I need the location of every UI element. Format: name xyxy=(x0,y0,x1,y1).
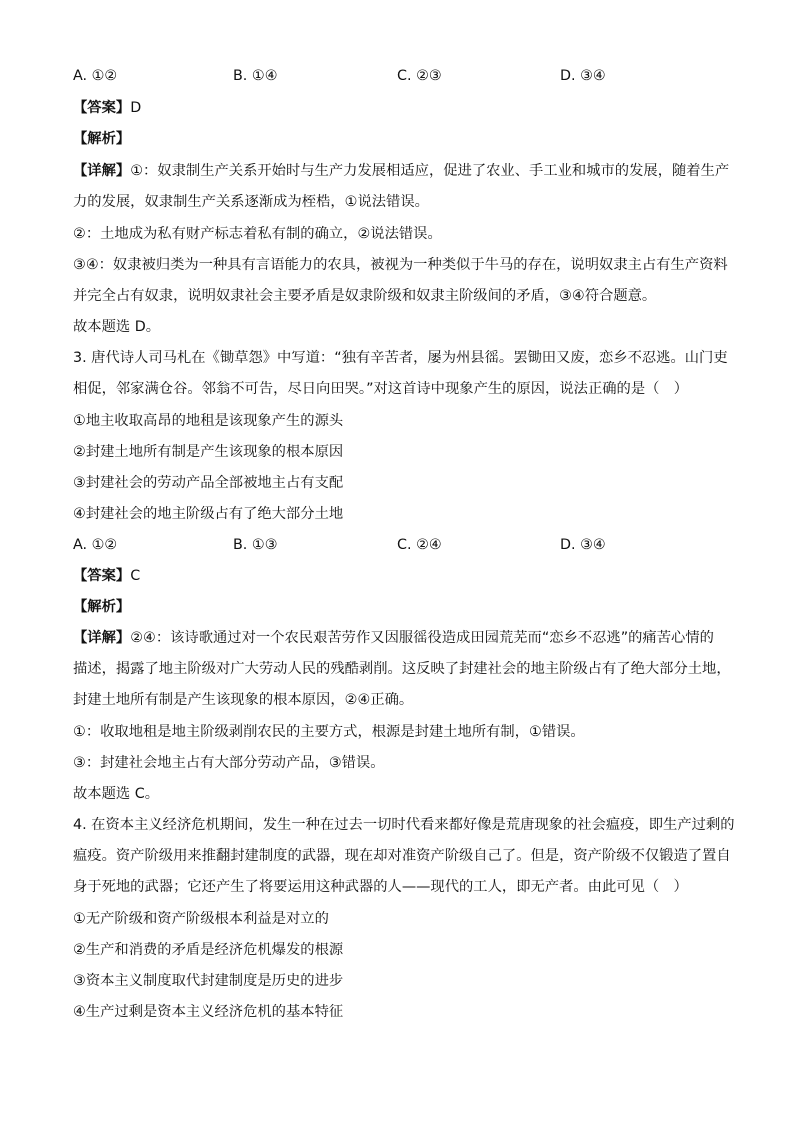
q4-statement-4: ④生产过剩是资本主义经济危机的基本特征 xyxy=(73,1004,344,1020)
q4-statement-1: ①无产阶级和资产阶级根本利益是对立的 xyxy=(73,911,329,927)
q3-statement-4: ④封建社会的地主阶级占有了绝大部分土地 xyxy=(73,506,344,522)
q3-detail-line-3: 封建土地所有制是产生该现象的根本原因，②④正确。 xyxy=(73,692,414,708)
q2-option-a: A. ①② xyxy=(73,68,118,84)
detail-label: 【详解】 xyxy=(73,163,131,179)
q2-conclusion: 故本题选 D。 xyxy=(73,319,161,335)
q2-answer xyxy=(73,98,141,118)
q3-statement-1: ①地主收取高昂的地租是该现象产生的源头 xyxy=(73,413,344,429)
q3-options xyxy=(73,535,733,555)
q2-detail-line-4: ③④：奴隶被归类为一种具有言语能力的农具，被视为一种类似于牛马的存在，说明奴隶主占有生产资料 xyxy=(73,257,728,273)
q3-option-b: B. ①③ xyxy=(233,537,278,553)
detail-text: ②④：该诗歌通过对一个农民艰苦劳作又因服徭役造成田园荒芜而“恋乡不忍逃”的痛苦心情的 xyxy=(130,630,714,646)
q3-statement-2: ②封建土地所有制是产生该现象的根本原因 xyxy=(73,444,344,460)
q3-option-d: D. ③④ xyxy=(560,537,606,553)
q3-statement-3: ③封建社会的劳动产品全部被地主占有支配 xyxy=(73,475,344,491)
q3-conclusion: 故本题选 C。 xyxy=(73,786,160,802)
q3-answer xyxy=(73,566,140,586)
q2-option-b: B. ①④ xyxy=(233,68,278,84)
q3-analysis-label: 【解析】 xyxy=(73,599,131,615)
q4-statement-2: ②生产和消费的矛盾是经济危机爆发的根源 xyxy=(73,942,344,958)
q3-detail-line-1 xyxy=(73,628,714,648)
q2-detail-line-5: 并完全占有奴隶，说明奴隶社会主要矛盾是奴隶阶级和奴隶主阶级间的矛盾，③④符合题意。 xyxy=(73,288,657,304)
detail-label: 【详解】 xyxy=(73,630,131,646)
q2-analysis-label: 【解析】 xyxy=(73,131,131,147)
answer-value: D xyxy=(130,100,142,116)
q4-stem-line-3: 身于死地的武器；它还产生了将要运用这种武器的人——现代的工人，即无产者。由此可见（ ） xyxy=(73,879,688,895)
q4-stem-line-1: 4. 在资本主义经济危机期间，发生一种在过去一切时代看来都好像是荒唐现象的社会瘟疫，即生产过剩的 xyxy=(73,817,735,833)
answer-label: 【答案】 xyxy=(73,568,131,584)
q2-options xyxy=(73,66,733,86)
q2-detail-line-3: ②：土地成为私有财产标志着私有制的确立，②说法错误。 xyxy=(73,226,442,242)
q4-statement-3: ③资本主义制度取代封建制度是历史的进步 xyxy=(73,973,344,989)
q4-stem-line-2: 瘟疫。资产阶级用来推翻封建制度的武器，现在却对准资产阶级自己了。但是，资产阶级不仅锻造了置自 xyxy=(73,848,731,864)
q2-detail-line-2: 力的发展，奴隶制生产关系逐渐成为桎梏，①说法错误。 xyxy=(73,194,429,210)
q3-detail-line-5: ③：封建社会地主占有大部分劳动产品，③错误。 xyxy=(73,755,385,771)
q3-stem-line-2: 相促，邻家满仓谷。邻翁不可告，尽日向田哭。”对这首诗中现象产生的原因，说法正确的是（ ） xyxy=(73,381,689,397)
answer-label: 【答案】 xyxy=(73,100,131,116)
q3-detail-line-4: ①：收取地租是地主阶级剥削农民的主要方式，根源是封建土地所有制，①错误。 xyxy=(73,724,585,740)
answer-value: C xyxy=(130,568,141,584)
q2-option-c: C. ②③ xyxy=(397,68,442,84)
q2-detail-line-1 xyxy=(73,161,729,181)
q3-option-c: C. ②④ xyxy=(397,537,442,553)
detail-text: ①：奴隶制生产关系开始时与生产力发展相适应，促进了农业、手工业和城市的发展，随着生产 xyxy=(130,163,730,179)
q3-stem-line-1: 3. 唐代诗人司马札在《锄草怨》中写道：“独有辛苦者，屡为州县徭。罢锄田又废，恋乡不忍逃。山门吏 xyxy=(73,350,728,366)
q2-option-d: D. ③④ xyxy=(560,68,606,84)
q3-option-a: A. ①② xyxy=(73,537,118,553)
q3-detail-line-2: 描述，揭露了地主阶级对广大劳动人民的残酷剥削。这反映了封建社会的地主阶级占有了绝大部分土地， xyxy=(73,661,731,677)
